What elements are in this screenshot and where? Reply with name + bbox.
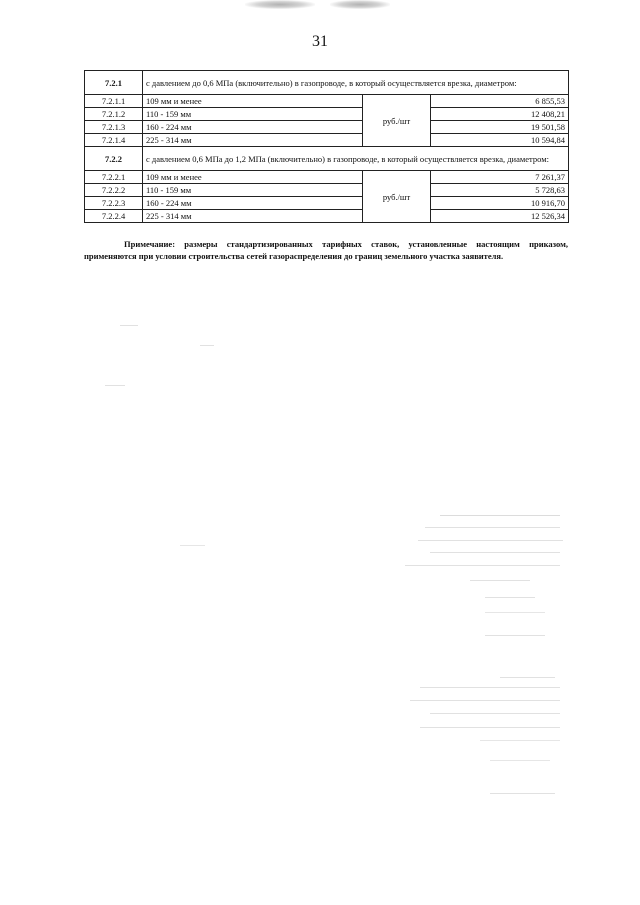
row-value: 10 916,70 xyxy=(431,197,569,210)
row-diameter: 110 - 159 мм xyxy=(143,184,363,197)
section-description: с давлением до 0,6 МПа (включительно) в газопроводе, в который осуществляется врезка, диаметром: xyxy=(143,71,569,95)
section-code: 7.2.2 xyxy=(85,147,143,171)
row-code: 7.2.2.4 xyxy=(85,210,143,223)
page-number: 31 xyxy=(312,33,328,50)
row-value: 5 728,63 xyxy=(431,184,569,197)
unit-cell: руб./шт xyxy=(363,95,431,147)
row-code: 7.2.1.1 xyxy=(85,95,143,108)
row-value: 6 855,53 xyxy=(431,95,569,108)
row-value: 10 594,84 xyxy=(431,134,569,147)
row-value: 7 261,37 xyxy=(431,171,569,184)
row-value: 12 526,34 xyxy=(431,210,569,223)
row-diameter: 109 мм и менее xyxy=(143,95,363,108)
row-code: 7.2.1.2 xyxy=(85,108,143,121)
row-diameter: 109 мм и менее xyxy=(143,171,363,184)
section-description: с давлением 0,6 МПа до 1,2 МПа (включительно) в газопроводе, в который осуществляется врезка, диаметром: xyxy=(143,147,569,171)
row-code: 7.2.2.3 xyxy=(85,197,143,210)
row-diameter: 160 - 224 мм xyxy=(143,121,363,134)
table-note: Примечание: размеры стандартизированных тарифных ставок, установленные настоящим приказом, применяются при условии строительства сетей газораспределения до границ земельного участка заявителя. xyxy=(84,239,568,261)
row-code: 7.2.2.1 xyxy=(85,171,143,184)
row-diameter: 225 - 314 мм xyxy=(143,134,363,147)
row-code: 7.2.1.4 xyxy=(85,134,143,147)
row-diameter: 110 - 159 мм xyxy=(143,108,363,121)
row-code: 7.2.1.3 xyxy=(85,121,143,134)
row-diameter: 160 - 224 мм xyxy=(143,197,363,210)
row-code: 7.2.2.2 xyxy=(85,184,143,197)
row-value: 19 501,58 xyxy=(431,121,569,134)
section-code: 7.2.1 xyxy=(85,71,143,95)
row-diameter: 225 - 314 мм xyxy=(143,210,363,223)
unit-cell: руб./шт xyxy=(363,171,431,223)
row-value: 12 408,21 xyxy=(431,108,569,121)
